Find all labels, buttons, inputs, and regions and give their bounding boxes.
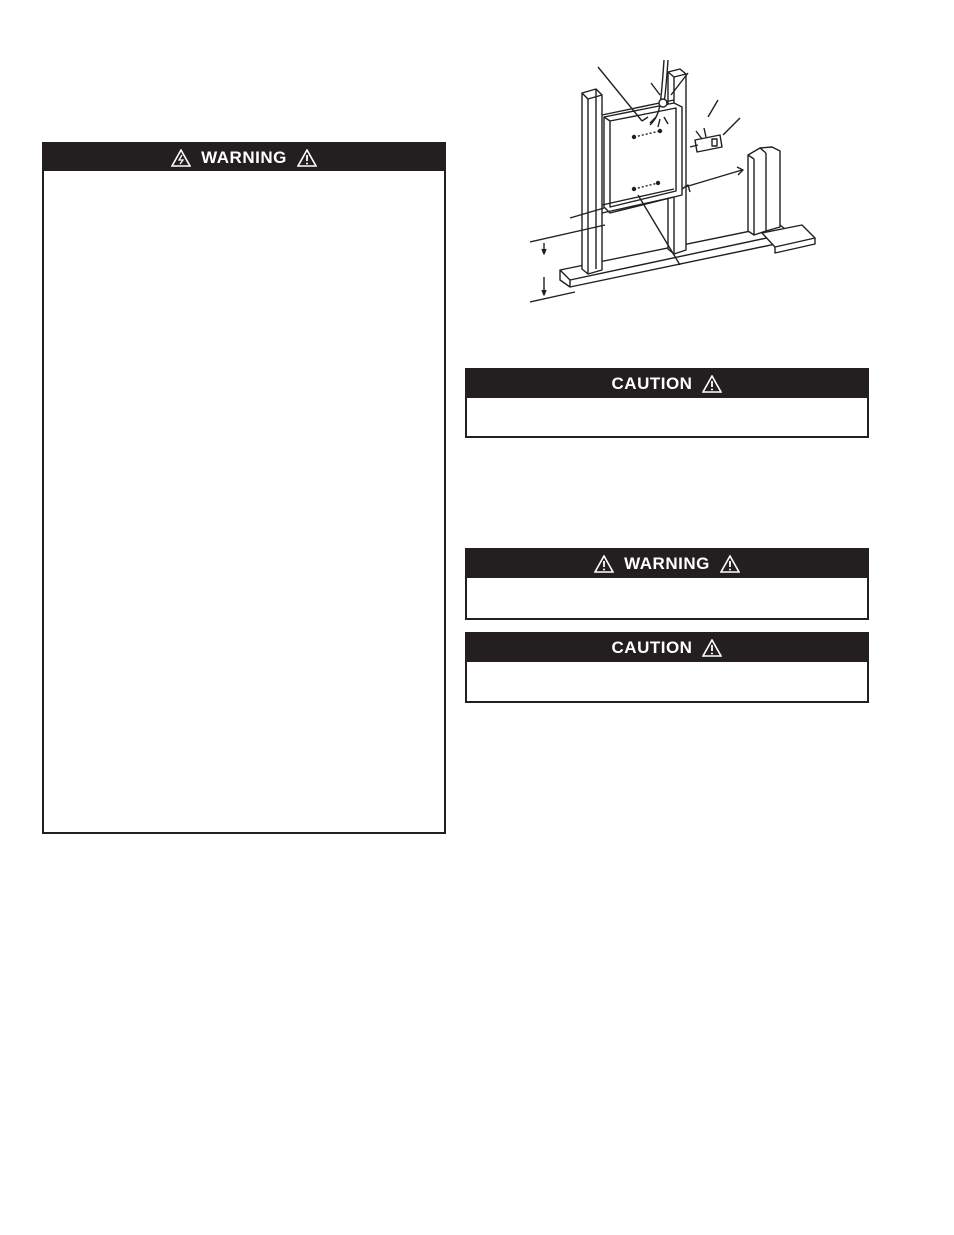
wall-framing-installation-figure bbox=[530, 55, 830, 315]
warning-triangle-icon bbox=[702, 639, 722, 657]
electric-shock-warning-icon bbox=[171, 149, 191, 167]
caution-box-2 bbox=[465, 632, 869, 703]
caution-header bbox=[467, 634, 867, 662]
warning-box-2 bbox=[465, 548, 869, 620]
caution-box-1 bbox=[465, 368, 869, 438]
warning-triangle-icon bbox=[594, 555, 614, 573]
caution-label: CAUTION bbox=[611, 638, 693, 657]
warning-label: WARNING bbox=[201, 147, 287, 167]
warning-header bbox=[467, 550, 867, 578]
warning-triangle-icon bbox=[702, 375, 722, 393]
caution-label: CAUTION bbox=[611, 374, 693, 393]
warning-label: WARNING bbox=[624, 554, 710, 573]
caution-header bbox=[467, 370, 867, 398]
warning-header bbox=[44, 144, 444, 171]
warning-triangle-icon bbox=[720, 555, 740, 573]
warning-box-main bbox=[42, 142, 446, 834]
warning-triangle-icon bbox=[297, 149, 317, 167]
